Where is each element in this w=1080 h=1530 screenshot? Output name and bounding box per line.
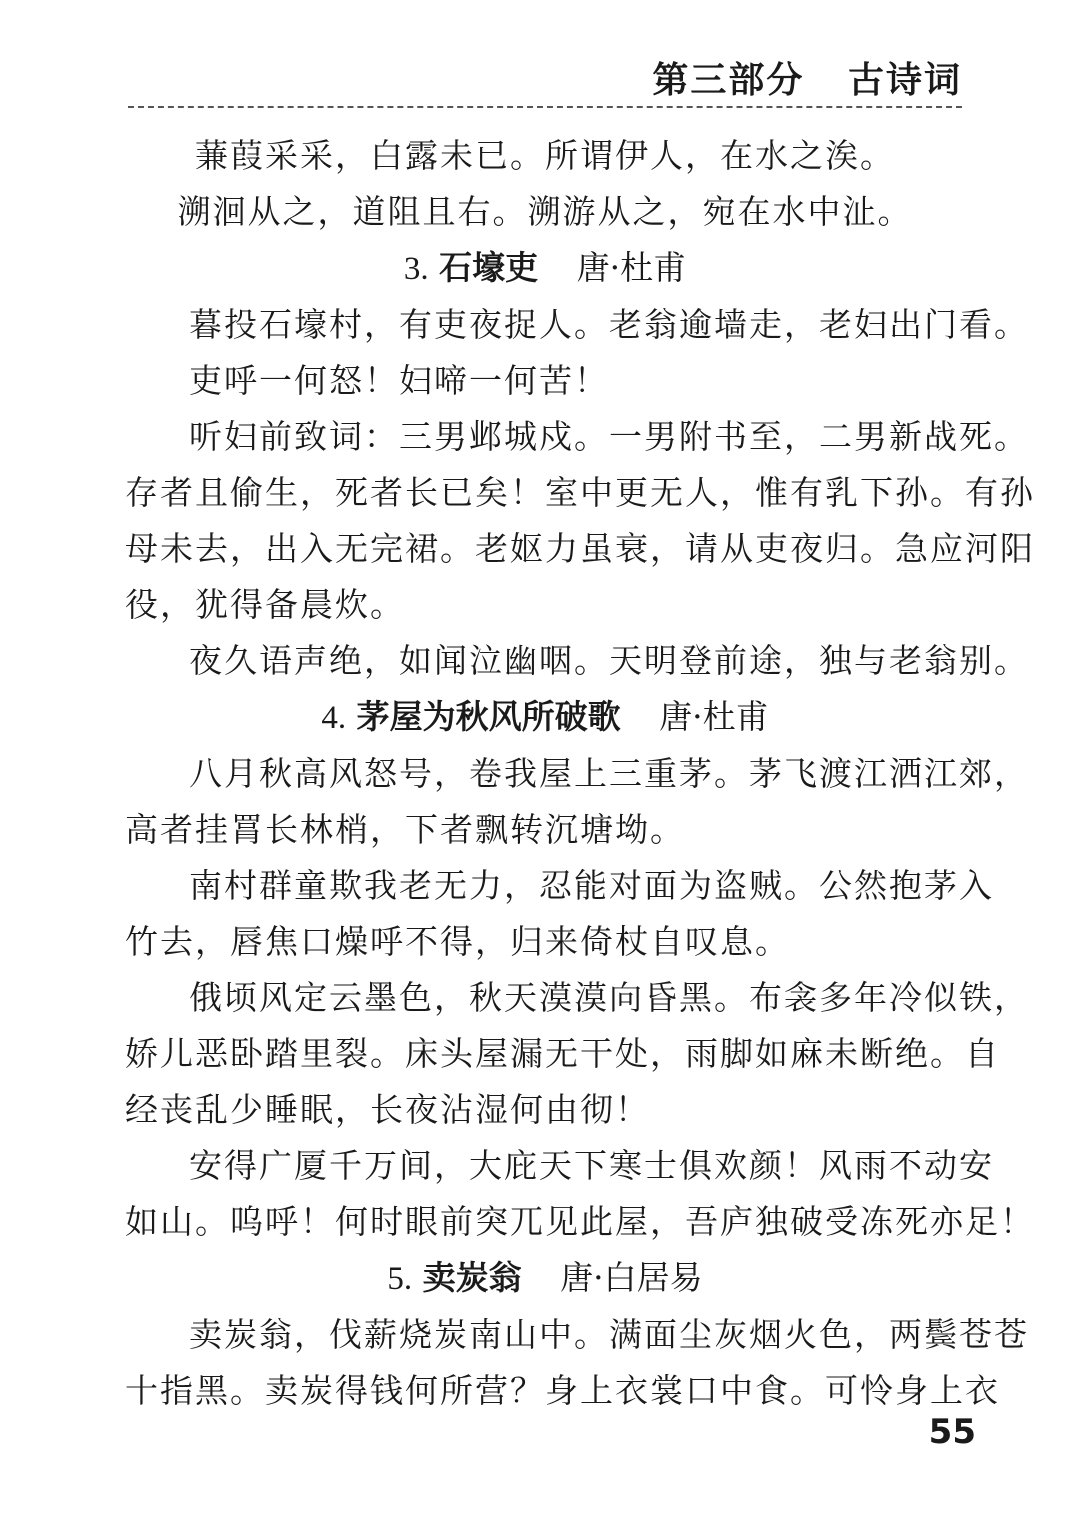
page-number: 55 bbox=[928, 1412, 976, 1452]
poem-number: 4. bbox=[321, 700, 347, 736]
poem-body bbox=[125, 297, 1035, 689]
page-content bbox=[125, 128, 1035, 1419]
poem-line: 夜久语声绝，如闻泣幽咽。天明登前途，独与老翁别。 bbox=[189, 641, 1029, 680]
poem-line: 俄顷风定云墨色，秋天漠漠向昏黑。布衾多年冷似铁， bbox=[189, 978, 1029, 1017]
poem-line: 蒹葭采采，白露未已。所谓伊人，在水之涘。 bbox=[195, 136, 895, 175]
poem-line: 八月秋高风怒号，卷我屋上三重茅。茅飞渡江洒江郊， bbox=[189, 754, 1029, 793]
header-divider bbox=[128, 106, 962, 108]
poem-line: 竹去，唇焦口燥呼不得，归来倚杖自叹息。 bbox=[125, 922, 790, 961]
poem-author: 唐·杜甫 bbox=[659, 697, 769, 736]
poem-body bbox=[125, 1307, 1029, 1419]
poem-author: 唐·杜甫 bbox=[576, 248, 687, 287]
poem-line: 存者且偷生，死者长已矣！室中更无人，惟有乳下孙。有孙 bbox=[125, 473, 1035, 512]
poem-name: 石壕吏 bbox=[439, 248, 539, 287]
poem-line: 娇儿恶卧踏里裂。床头屋漏无干处，雨脚如麻未断绝。自 bbox=[125, 1034, 1000, 1073]
poem-line: 吏呼一何怒！妇啼一何苦！ bbox=[189, 361, 609, 400]
poem-line: 十指黑。卖炭得钱何所营？身上衣裳口中食。可怜身上衣 bbox=[125, 1371, 1000, 1410]
poem-name: 茅屋为秋风所破歌 bbox=[356, 697, 621, 736]
poem-line: 暮投石壕村，有吏夜捉人。老翁逾墙走，老妇出门看。 bbox=[189, 305, 1029, 344]
poem-line: 高者挂罥长林梢，下者飘转沉塘坳。 bbox=[125, 810, 685, 849]
poem-line: 如山。呜呼！何时眼前突兀见此屋，吾庐独破受冻死亦足！ bbox=[125, 1202, 1035, 1241]
poem-title bbox=[125, 689, 965, 746]
poem-line: 听妇前致词：三男邺城戍。一男附书至，二男新战死。 bbox=[189, 417, 1029, 456]
poem-body bbox=[125, 746, 1035, 1250]
poem-line: 母未去，出入无完裙。老妪力虽衰，请从吏夜归。急应河阳 bbox=[125, 529, 1035, 568]
poem-title bbox=[125, 1250, 965, 1307]
poem-line: 经丧乱少睡眠，长夜沾湿何由彻！ bbox=[125, 1090, 650, 1129]
poem-line: 役，犹得备晨炊。 bbox=[125, 585, 405, 624]
poem-title bbox=[125, 240, 965, 297]
poem-line: 溯洄从之，道阻且右。溯游从之，宛在水中沚。 bbox=[177, 192, 913, 231]
poem-name: 卖炭翁 bbox=[422, 1258, 522, 1297]
poem-line: 卖炭翁，伐薪烧炭南山中。满面尘灰烟火色，两鬓苍苍 bbox=[189, 1315, 1029, 1354]
poem-line: 南村群童欺我老无力，忍能对面为盗贼。公然抱茅入 bbox=[189, 866, 994, 905]
poem-author: 唐·白居易 bbox=[560, 1258, 703, 1297]
poem-number: 5. bbox=[387, 1261, 413, 1297]
section-header: 第三部分 古诗词 bbox=[652, 60, 962, 101]
poem-number: 3. bbox=[403, 251, 429, 287]
poem-line: 安得广厦千万间，大庇天下寒士俱欢颜！风雨不动安 bbox=[189, 1146, 994, 1185]
